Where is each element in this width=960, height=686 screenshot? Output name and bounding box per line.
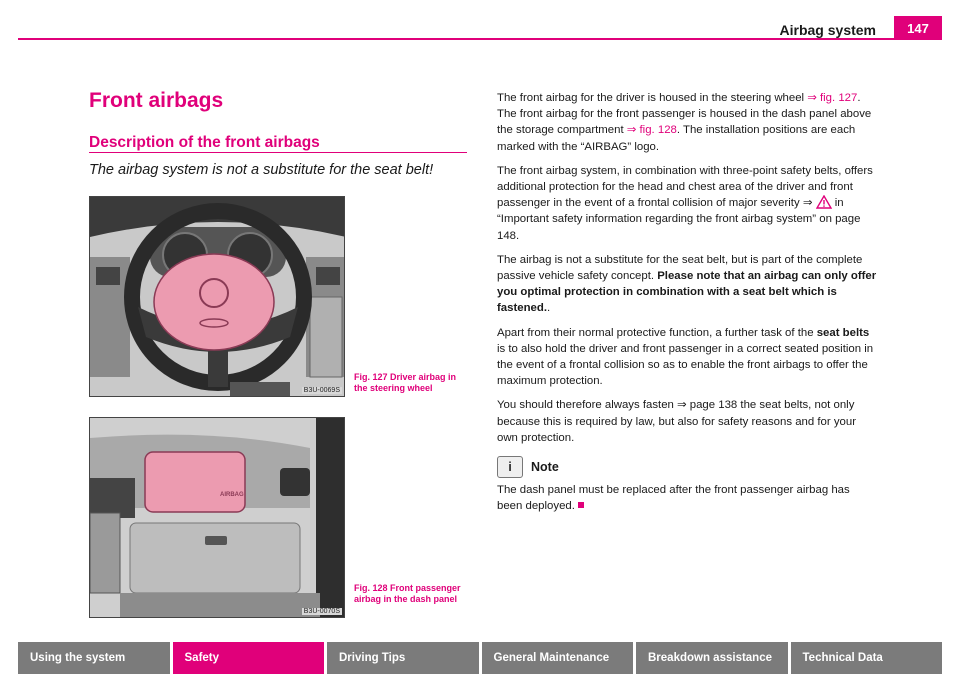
page-number: 147: [894, 16, 942, 40]
paragraph-fasten: You should therefore always fasten ⇒ page 138 the seat belts, not only because this is required by law, but also for safety reasons and for your own protection.: [497, 399, 856, 444]
figure-driver-airbag: [89, 196, 345, 397]
section-title: Airbag system: [779, 22, 876, 38]
arrow-icon: ⇒: [802, 197, 813, 210]
warning-icon[interactable]: [816, 195, 832, 209]
figure-code: B3U-0070S: [303, 608, 340, 615]
airbag-label: AIRBAG: [220, 492, 244, 498]
page-heading: Front airbags: [89, 89, 224, 112]
arrow-icon: ⇒: [807, 92, 817, 104]
body-text: [497, 90, 877, 522]
dash-panel-illustration: [90, 418, 345, 618]
nav-tab-breakdown-assistance[interactable]: Breakdown assistance: [636, 642, 788, 674]
figure-caption: Fig. 127 Driver airbag in the steering wheel: [354, 372, 457, 393]
nav-tab-using-the-system[interactable]: Using the system: [18, 642, 170, 674]
nav-tab-safety[interactable]: Safety: [173, 642, 325, 674]
nav-tab-technical-data[interactable]: Technical Data: [791, 642, 943, 674]
arrow-icon: ⇒: [677, 399, 687, 412]
section-subheading: Description of the front airbags: [89, 134, 320, 151]
figure-link[interactable]: fig. 128: [639, 124, 677, 137]
paragraph-seat-belts: Apart from their normal protective function, a further task of the seat belts is to also hold the driver and front passenger in a correct seated position in the event of a frontal collision so as to enable the front airbags to offer the maximum protection.: [497, 326, 874, 388]
bottom-navigation: [18, 642, 942, 674]
figure-passenger-airbag: [89, 417, 345, 618]
note-heading: i Note: [497, 456, 877, 478]
arrow-icon: ⇒: [626, 124, 637, 137]
nav-tab-general-maintenance[interactable]: General Maintenance: [482, 642, 634, 674]
subheading-rule: [89, 152, 467, 153]
figure-code: B3U-0069S: [303, 387, 340, 394]
lead-text: The airbag system is not a substitute for the seat belt!: [89, 162, 434, 178]
steering-wheel-illustration: [90, 197, 345, 397]
paragraph-airbag-location: The front airbag for the driver is housed in the steering wheel ⇒ fig. 127. The front airbag for the front passenger is housed in the dash panel above the storage compartment ⇒ fig. 128. The installation positions are each marked with the “AIRBAG” logo.: [497, 92, 872, 153]
note-text: The dash panel must be replaced after the front passenger airbag has been deployed.: [497, 484, 850, 513]
figure-caption: Fig. 128 Front passenger airbag in the dash panel: [354, 583, 461, 604]
note-icon: i: [497, 456, 523, 478]
paragraph-not-substitute: The airbag is not a substitute for the seat belt, but is part of the complete passive vehicle safety concept. Please note that an airbag can only offer you optimal protection in combination with a seat belt which is fastened..: [497, 253, 877, 315]
figure-link[interactable]: fig. 127: [819, 92, 858, 104]
header-rule: [18, 38, 942, 40]
end-marker-icon: [578, 502, 584, 508]
paragraph-protection: The front airbag system, in combination with three-point safety belts, offers additional protection for the head and chest area of the driver and front passenger in the event of a frontal collision of major severity ⇒ in “Important safety information regarding the front airbag system” on page 148.: [497, 164, 873, 242]
nav-tab-driving-tips[interactable]: Driving Tips: [327, 642, 479, 674]
